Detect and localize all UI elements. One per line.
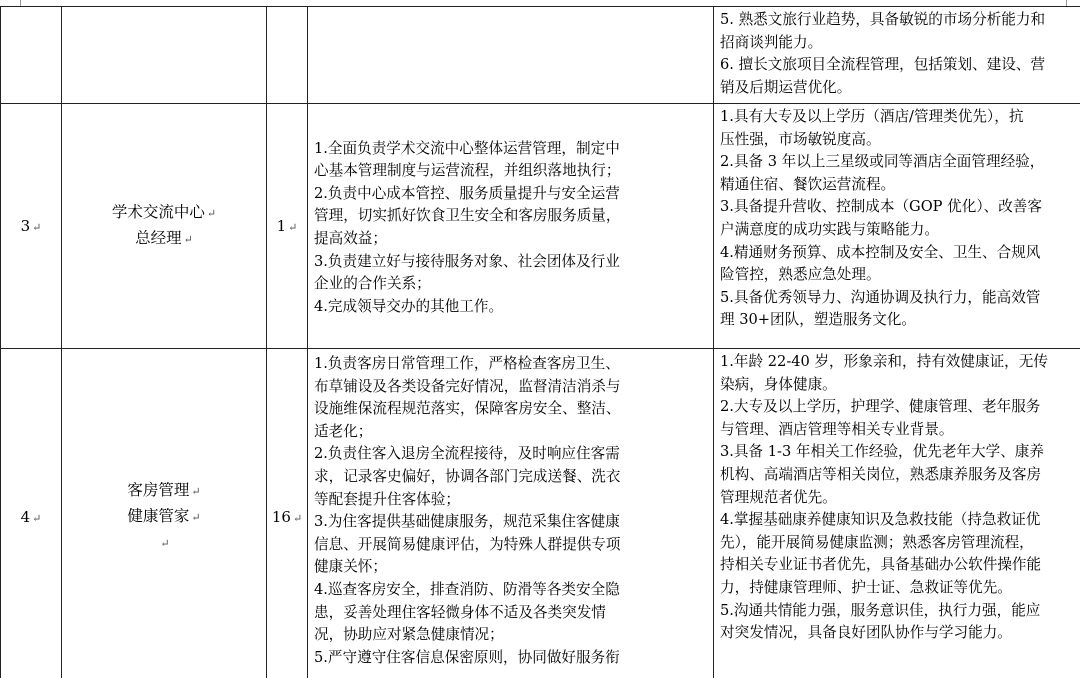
text-line: 4.巡查客房安全，排查消防、防滑等各类安全隐 <box>314 580 620 598</box>
text-line: 1.负责客房日常管理工作，严格检查客房卫生、 <box>314 355 620 372</box>
cell-requirements <box>714 104 1080 349</box>
paragraph-mark: ↵ <box>288 221 298 234</box>
position-line <box>62 504 266 530</box>
cell-position <box>62 349 267 678</box>
text-line: 力，持健康管理师、护士证、急救证等优先。 <box>720 578 1012 596</box>
text-line: 等配套提升住客体验； <box>314 490 460 508</box>
paragraph-mark: ↵ <box>32 512 42 525</box>
text-line: 2.具备 3 年以上三星级或同等酒店全面管理经验， <box>720 153 1045 171</box>
text-line: 患，妥善处理住客轻微身体不适及各类突发情 <box>314 603 606 621</box>
cell-headcount <box>267 104 308 349</box>
table-row <box>1 104 1080 349</box>
text-line: 提高效益； <box>314 230 387 247</box>
cell-requirements <box>714 349 1080 678</box>
paragraph-mark: ↵ <box>160 537 170 550</box>
text-line: 3.负责建立好与接待服务对象、社会团体及行业 <box>314 252 620 270</box>
text-line: 健康关怀； <box>314 558 387 576</box>
cell-headcount <box>267 349 308 678</box>
paragraph-mark: ↵ <box>191 485 201 498</box>
cell-requirements <box>714 7 1080 104</box>
text-line: 心基本管理制度与运营流程，并组织落地执行； <box>314 162 621 180</box>
text-line: 管理，切实抓好饮食卫生安全和客房服务质量， <box>314 207 621 225</box>
text-line: 3.具备 1-3 年相关工作经验，优先老年大学、康养 <box>720 443 1044 461</box>
text-line: 持相关专业证书者优先，具备基础办公软件操作能 <box>720 556 1042 574</box>
text-line: 染病，身体健康。 <box>720 375 837 393</box>
headcount: 1 <box>276 217 287 235</box>
paragraph-mark: ↵ <box>292 512 303 525</box>
cell-position <box>62 7 267 104</box>
text-line: 适老化； <box>314 422 373 440</box>
position-text: 学术交流中心 <box>111 203 205 221</box>
text-line: 先），能开展简易健康监测；熟悉客房管理流程， <box>720 533 1034 551</box>
text-line: 对突发情况，具备良好团队协作与学习能力。 <box>720 624 1012 642</box>
text-line: 理 30+团队，塑造服务文化。 <box>720 311 916 329</box>
table-row <box>1 7 1080 104</box>
text-line: 6. 擅长文旅项目全流程管理，包括策划、建设、营 <box>720 56 1046 74</box>
text-line: 1.全面负责学术交流中心整体运营管理，制定中 <box>314 139 620 157</box>
text-line: 4.完成领导交办的其他工作。 <box>314 297 504 315</box>
paragraph-mark: ↵ <box>32 221 42 234</box>
text-line: 险管控，熟悉应急处理。 <box>720 266 881 284</box>
paragraph-mark: ↵ <box>191 511 201 524</box>
cell-number <box>1 104 62 349</box>
text-line: 与管理、酒店管理等相关专业背景。 <box>720 420 954 438</box>
job-table <box>0 6 1080 678</box>
text-line: 机构、高端酒店等相关岗位，熟悉康养服务及客房 <box>720 465 1042 483</box>
cell-headcount <box>267 7 308 104</box>
text-line: 1.具有大专及以上学历（酒店/管理类优先），抗 <box>720 108 1024 125</box>
text-line: 招商谈判能力。 <box>720 33 823 51</box>
cell-number <box>1 349 62 678</box>
text-line: 管理规范者优先。 <box>720 488 837 506</box>
text-line: 设施维保流程规范落实，保障客房安全、整洁、 <box>314 400 621 418</box>
position-line <box>62 478 266 504</box>
text-line: 况，协助应对紧急健康情况； <box>314 626 504 644</box>
table-row <box>1 349 1080 678</box>
position-text: 客房管理 <box>127 481 190 499</box>
text-line: 户满意度的成功实践与策略能力。 <box>720 220 939 238</box>
text-line: 信息、开展简易健康评估，为特殊人群提供专项 <box>314 535 621 553</box>
text-line: 企业的合作关系； <box>314 275 431 293</box>
headcount: 16 <box>271 508 291 526</box>
text-line: 5.具备优秀领导力、沟通协调及执行力，能高效管 <box>720 288 1041 306</box>
text-line: 精通住宿、餐饮运营流程。 <box>720 175 896 193</box>
text-line: 布草铺设及各类设备完好情况，监督清洁消杀与 <box>314 377 621 395</box>
text-line: 5.严守遵守住客信息保密原则，协同做好服务衔 <box>314 648 620 666</box>
paragraph-mark: ↵ <box>183 233 193 246</box>
position-line <box>62 200 266 226</box>
cell-duties <box>308 7 714 104</box>
position-text: 总经理 <box>135 229 182 247</box>
cell-duties <box>308 349 714 678</box>
row-number: 3 <box>20 217 31 235</box>
cell-position <box>62 104 267 349</box>
text-line: 压性强，市场敏锐度高。 <box>720 130 881 148</box>
text-line: 1.年龄 22-40 岁，形象亲和，持有效健康证，无传 <box>720 353 1048 370</box>
text-line: 4.精通财务预算、成本控制及安全、卫生、合规风 <box>720 243 1041 261</box>
cell-duties <box>308 104 714 349</box>
row-number: 4 <box>20 508 31 526</box>
text-line: 2.大专及以上学历，护理学、健康管理、老年服务 <box>720 398 1041 416</box>
cell-number <box>1 7 62 104</box>
paragraph-mark: ↵ <box>206 207 217 220</box>
position-text: 健康管家 <box>127 507 190 525</box>
text-line: 3.具备提升营收、控制成本（GOP 优化）、改善客 <box>720 198 1042 216</box>
position-line <box>62 226 266 252</box>
text-line: 5. 熟悉文旅行业趋势，具备敏锐的市场分析能力和 <box>720 11 1046 28</box>
text-line: 求，记录客史偏好，协调各部门完成送餐、洗衣 <box>314 467 621 485</box>
text-line: 4.掌握基础康养健康知识及急救技能（持急救证优 <box>720 511 1041 529</box>
position-line <box>62 530 266 556</box>
text-line: 5.沟通共情能力强，服务意识佳，执行力强，能应 <box>720 601 1041 619</box>
text-line: 3.为住客提供基础健康服务，规范采集住客健康 <box>314 513 620 531</box>
text-line: 2.负责中心成本管控、服务质量提升与安全运营 <box>314 184 620 202</box>
text-line: 销及后期运营优化。 <box>720 78 852 96</box>
text-line: 2.负责住客入退房全流程接待，及时响应住客需 <box>314 445 620 463</box>
